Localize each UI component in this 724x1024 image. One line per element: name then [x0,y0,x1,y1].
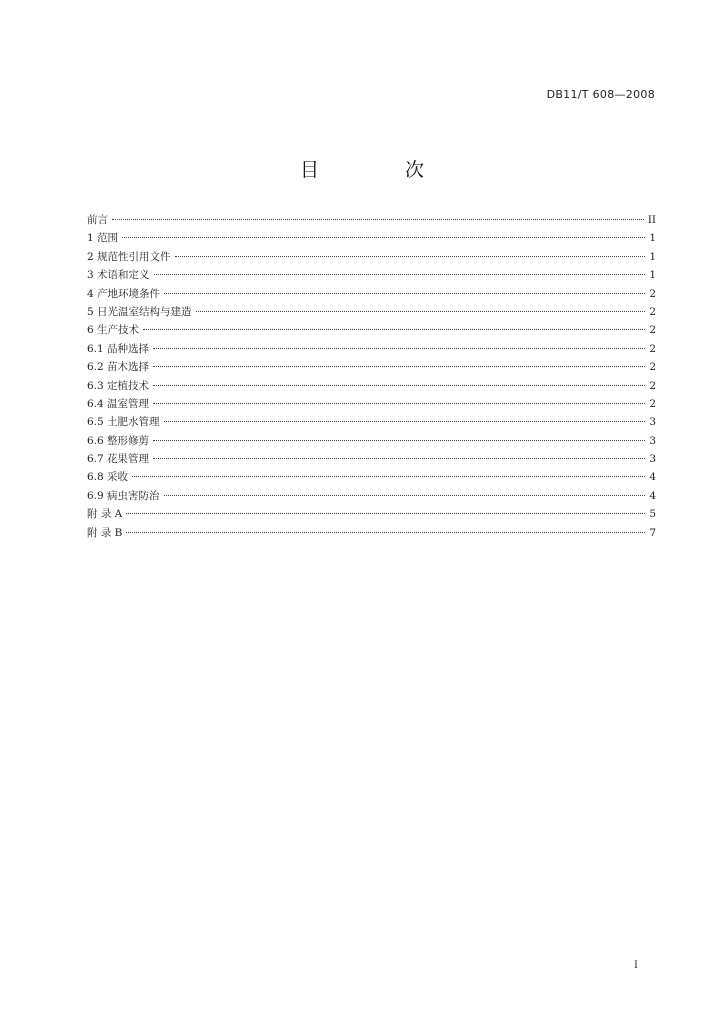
toc-entry-page: 1 [649,232,656,245]
toc-entry-label: 6.7 花果管理 [87,453,150,466]
toc-dot-leader [175,256,646,257]
toc-entry-page: 2 [649,287,656,300]
toc-entry-label: 附 录 A [87,508,123,521]
toc-dot-leader [112,219,644,220]
toc-entry-page: 2 [649,397,656,410]
toc-dot-leader [154,274,646,275]
toc-dot-leader [143,329,645,330]
toc-entry-label: 6.1 品种选择 [87,342,150,355]
toc-entry-label: 附 录 B [87,526,123,539]
toc-entry-label: 6.9 病虫害防治 [87,489,160,502]
toc-dot-leader [122,237,645,238]
toc-dot-leader [153,440,645,441]
table-of-contents [87,211,656,542]
toc-entry-1[interactable] [87,229,656,247]
toc-dot-leader [153,348,645,349]
toc-entry-label: 4 产地环境条件 [87,287,161,300]
toc-entry-2[interactable] [87,248,656,266]
toc-entry-foreword[interactable] [87,211,656,229]
toc-entry-label: 6.3 定植技术 [87,379,150,392]
toc-dot-leader [164,293,645,294]
toc-entry-label: 3 术语和定义 [87,269,150,282]
toc-dot-leader [153,366,645,367]
toc-entry-6-9[interactable] [87,487,656,505]
toc-entry-label: 6.4 温室管理 [87,397,150,410]
toc-entry-4[interactable] [87,285,656,303]
toc-entry-label: 6.2 苗木选择 [87,361,150,374]
toc-dot-leader [126,532,645,533]
toc-title: 目 次 [299,159,465,181]
toc-entry-label: 5 日光温室结构与建造 [87,305,192,318]
toc-entry-page: 3 [649,434,656,447]
toc-entry-page: 1 [649,269,656,282]
toc-entry-3[interactable] [87,266,656,284]
toc-dot-leader [126,513,645,514]
toc-entry-6-3[interactable] [87,377,656,395]
toc-dot-leader [132,476,645,477]
toc-entry-page: 5 [649,508,656,521]
toc-entry-page: 3 [649,453,656,466]
toc-entry-label: 6.5 土肥水管理 [87,416,160,429]
toc-entry-label: 前言 [87,214,108,226]
toc-entry-page: 2 [649,361,656,374]
toc-entry-6-4[interactable] [87,395,656,413]
toc-entry-6-2[interactable] [87,358,656,376]
toc-entry-6-1[interactable] [87,340,656,358]
toc-entry-label: 6 生产技术 [87,324,140,337]
toc-entry-page: 4 [649,471,656,484]
toc-entry-label: 6.6 整形修剪 [87,434,150,447]
toc-entry-page: 1 [649,250,656,263]
toc-entry-6-5[interactable] [87,413,656,431]
toc-entry-6[interactable] [87,321,656,339]
toc-entry-page: II [647,214,656,226]
toc-entry-6-7[interactable] [87,450,656,468]
toc-entry-page: 3 [649,416,656,429]
toc-entry-page: 2 [649,324,656,337]
toc-entry-appendix-a[interactable] [87,505,656,523]
toc-entry-page: 2 [649,379,656,392]
standard-code: DB11/T 608—2008 [546,88,655,101]
toc-entry-label: 1 范围 [87,232,119,245]
toc-entry-page: 2 [649,342,656,355]
toc-entry-6-6[interactable] [87,432,656,450]
toc-dot-leader [153,385,645,386]
toc-entry-6-8[interactable] [87,468,656,486]
toc-entry-page: 7 [649,526,656,539]
page-number: I [634,960,638,971]
toc-entry-label: 6.8 采收 [87,471,129,484]
toc-dot-leader [153,458,645,459]
toc-dot-leader [164,495,646,496]
toc-entry-page: 2 [649,305,656,318]
toc-entry-page: 4 [649,489,656,502]
toc-dot-leader [164,421,646,422]
toc-entry-label: 2 规范性引用文件 [87,250,171,263]
toc-dot-leader [196,311,646,312]
toc-entry-5[interactable] [87,303,656,321]
toc-dot-leader [153,403,645,404]
toc-entry-appendix-b[interactable] [87,524,656,542]
